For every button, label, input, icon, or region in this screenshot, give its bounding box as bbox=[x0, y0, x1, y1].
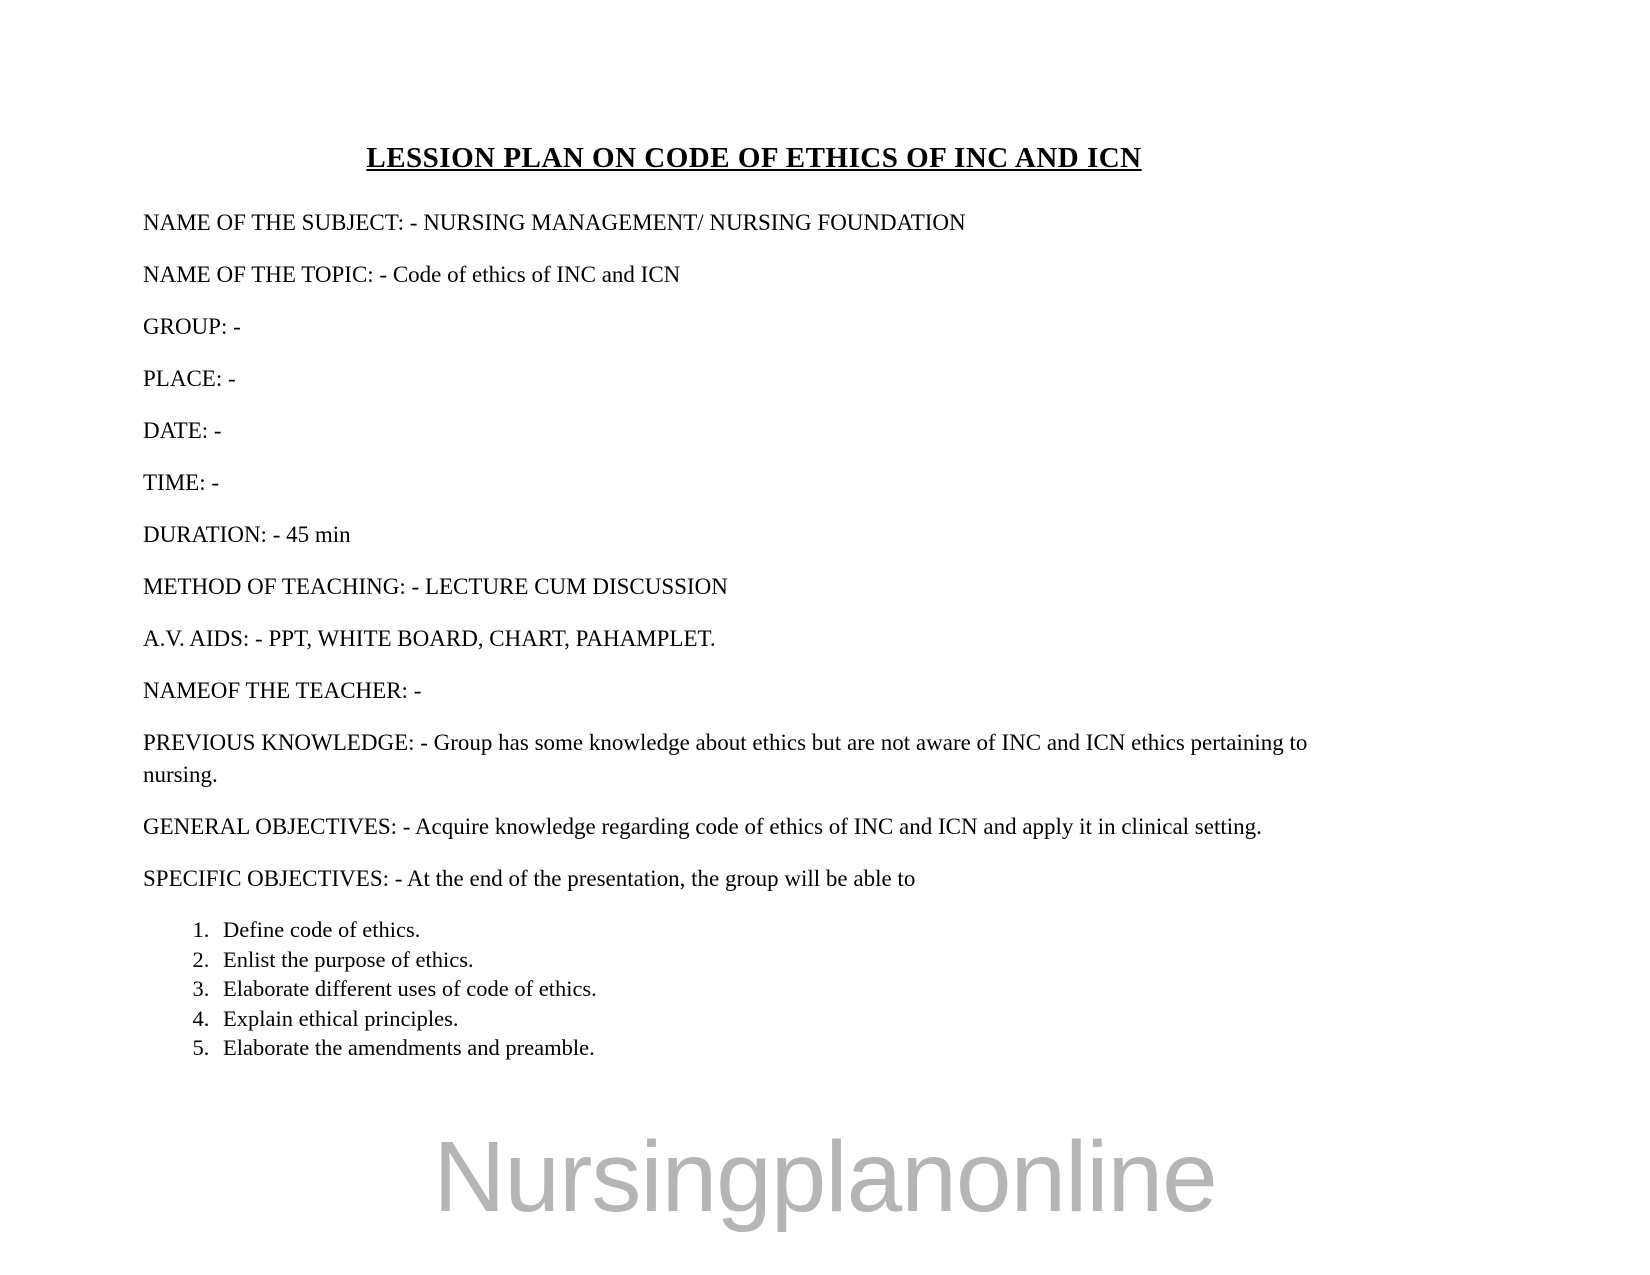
objective-item: 1. Define code of ethics. bbox=[215, 915, 1365, 945]
watermark: Nursingplanonline bbox=[433, 1121, 1217, 1233]
field-group: GROUP: - bbox=[143, 314, 241, 339]
field-subject: NAME OF THE SUBJECT: - NURSING MANAGEMENT/ NURSING FOUNDATION bbox=[143, 210, 966, 235]
field-place: PLACE: - bbox=[143, 366, 236, 391]
field-topic: NAME OF THE TOPIC: - Code of ethics of INC and ICN bbox=[143, 262, 681, 287]
specific-objectives-list bbox=[143, 915, 1365, 1063]
objective-item: 5. Elaborate the amendments and preamble. bbox=[215, 1033, 1365, 1063]
objective-item: 2. Enlist the purpose of ethics. bbox=[215, 945, 1365, 975]
field-time: TIME: - bbox=[143, 470, 220, 495]
document-title: LESSION PLAN ON CODE OF ETHICS OF INC AND ICN bbox=[366, 142, 1142, 174]
field-duration: DURATION: - 45 min bbox=[143, 522, 351, 547]
field-previous-knowledge: PREVIOUS KNOWLEDGE: - Group has some knowledge about ethics but are not aware of INC and ICN ethics pertaining to nursing. bbox=[143, 730, 1308, 787]
objective-item: 4. Explain ethical principles. bbox=[215, 1004, 1365, 1034]
field-method-of-teaching: METHOD OF TEACHING: - LECTURE CUM DISCUSSION bbox=[143, 574, 728, 599]
field-av-aids: A.V. AIDS: - PPT, WHITE BOARD, CHART, PAHAMPLET. bbox=[143, 626, 716, 651]
field-general-objectives: GENERAL OBJECTIVES: - Acquire knowledge regarding code of ethics of INC and ICN and apply it in clinical setting. bbox=[143, 814, 1262, 839]
field-date: DATE: - bbox=[143, 418, 222, 443]
field-teacher-name: NAMEOF THE TEACHER: - bbox=[143, 678, 422, 703]
field-specific-objectives-intro: SPECIFIC OBJECTIVES: - At the end of the presentation, the group will be able to bbox=[143, 866, 916, 891]
objective-item: 3. Elaborate different uses of code of ethics. bbox=[215, 974, 1365, 1004]
document-content bbox=[143, 141, 1365, 1063]
